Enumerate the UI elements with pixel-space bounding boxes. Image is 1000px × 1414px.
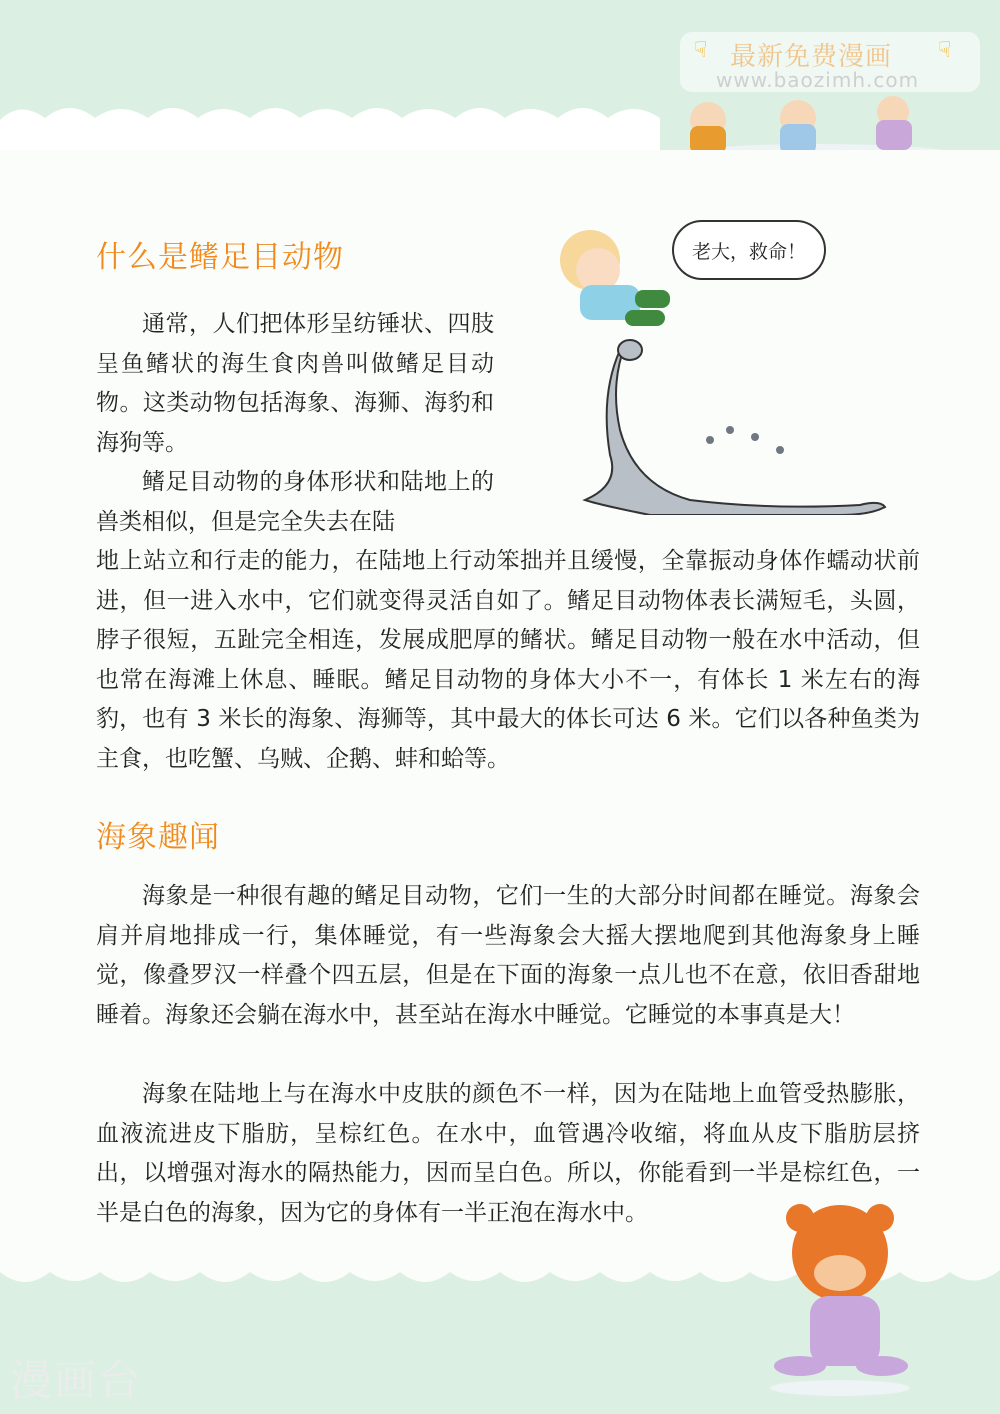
seal-balancing-boy-illustration	[540, 215, 900, 515]
watermark-banner	[680, 32, 980, 92]
paragraph-definition: 通常，人们把体形呈纺锤状、四肢呈鱼鳍状的海生食肉兽叫做鳍足目动物。这类动物包括海象、海狮、海豹和海狗等。	[96, 311, 494, 456]
pointing-hand-icon: ☟	[694, 38, 708, 63]
pointing-hand-icon: ☟	[938, 38, 952, 63]
paragraph-walrus-skin-color: 海象在陆地上与在海水中皮肤的颜色不一样，因为在陆地上血管受热膨胀，血液流进皮下脂肪，呈棕红色。在水中，血管遇冷收缩，将血从皮下脂肪层挤出，以增强对海水的隔热能力，因而呈白色。所以，你能看到一半是棕红色，一半是白色的海象，因为它的身体有一半正泡在海水中。	[96, 1081, 920, 1226]
watermark-bottom: 漫画台	[10, 1356, 143, 1405]
top-decorative-band	[0, 0, 1000, 150]
watermark-title: 最新免费漫画	[730, 42, 893, 72]
paragraph-body-shape-intro: 鳍足目动物的身体形状和陆地上的兽类相似，但是完全失去在陆	[96, 469, 494, 535]
section-heading-walrus-facts: 海象趣闻	[96, 820, 220, 855]
watermark-url: www.baozimh.com	[716, 68, 920, 92]
section-heading-pinnipeds: 什么是鳍足目动物	[96, 240, 344, 275]
cartoon-bear-illustration	[770, 1198, 920, 1398]
paragraph-walrus-sleep: 海象是一种很有趣的鳍足目动物，它们一生的大部分时间都在睡觉。海象会肩并肩地排成一行，集体睡觉，有一些海象会大摇大摆地爬到其他海象身上睡觉，像叠罗汉一样叠个四五层，但是在下面的海象一点儿也不在意，依旧香甜地睡着。海象还会躺在海水中，甚至站在海水中睡觉。它睡觉的本事真是大！	[96, 883, 920, 1028]
paragraph-body-shape-continued: 地上站立和行走的能力，在陆地上行动笨拙并且缓慢，全靠振动身体作蠕动状前进，但一进入水中，它们就变得灵活自如了。鳍足目动物体表长满短毛，头圆，脖子很短，五趾完全相连，发展成肥厚的鳍状。鳍足目动物一般在水中活动，但也常在海滩上休息、睡眠。鳍足目动物的身体大小不一，有体长 1 米左右的海豹，也有 3 米长的海象、海狮等，其中最大的体长可达 6 米。它们以各种鱼类为主食，也吃蟹、乌贼、企鹅、蚌和蛤等。	[96, 548, 920, 772]
speech-bubble-text: 老大，救命！	[691, 241, 806, 263]
